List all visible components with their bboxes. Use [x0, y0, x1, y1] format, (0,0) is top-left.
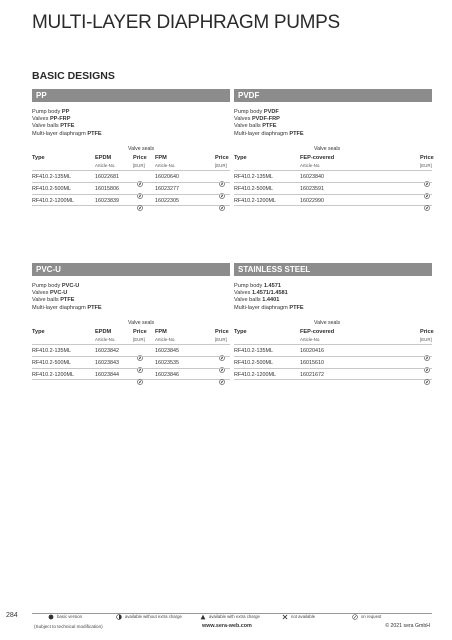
- price-cell: [219, 372, 225, 378]
- price-cell: [424, 372, 430, 378]
- table-row: [32, 194, 230, 206]
- card-header: STAINLESS STEEL: [234, 263, 432, 276]
- spec-list: [32, 283, 230, 312]
- table-row: [234, 356, 432, 368]
- spec-line: [32, 109, 230, 116]
- card-header: PP: [32, 89, 230, 102]
- valve-seals-label: Valve seals: [314, 320, 341, 326]
- triangle-icon: [200, 614, 206, 620]
- article-number-cell: 16023535: [155, 360, 179, 366]
- price-cell: [219, 174, 225, 180]
- column-header: FEP-covered: [300, 329, 335, 335]
- spec-value: PTFE: [87, 304, 102, 311]
- price-cell: [137, 372, 143, 378]
- spec-value: PVDF-FRP: [251, 116, 280, 123]
- article-number-cell: 16023839: [95, 198, 119, 204]
- type-cell: RF410.2-135ML: [32, 348, 71, 354]
- product-card: [32, 89, 230, 204]
- spec-line: [234, 109, 432, 116]
- spec-value: PTFE: [289, 304, 304, 311]
- spec-label: Valves: [32, 290, 49, 297]
- table-row: [234, 182, 432, 194]
- type-cell: RF410.2-135ML: [234, 174, 273, 180]
- table-row: [32, 356, 230, 368]
- article-number-cell: 16021672: [300, 372, 324, 378]
- product-card: [234, 89, 434, 204]
- legend-item: [200, 614, 260, 620]
- article-number-cell: 16015806: [95, 186, 119, 192]
- spec-list: [32, 109, 230, 138]
- column-subheader: [EUR]: [420, 163, 432, 168]
- column-subheader: Article-No.: [155, 337, 176, 342]
- type-cell: RF410.2-500ML: [234, 360, 273, 366]
- spec-line: [234, 305, 432, 312]
- spec-label: Multi-layer diaphragm: [32, 304, 86, 311]
- table-row: [234, 194, 432, 206]
- article-number-cell: 16020640: [155, 174, 179, 180]
- section-heading: BASIC DESIGNS: [32, 70, 115, 82]
- column-header: Price: [420, 329, 434, 335]
- price-cell: [424, 360, 430, 366]
- valve-seals-label: Valve seals: [128, 320, 155, 326]
- spec-value: PVC-U: [61, 283, 80, 289]
- table-row: [32, 368, 230, 380]
- price-on-request-icon: [219, 379, 225, 385]
- column-header: FPM: [155, 155, 167, 161]
- type-cell: RF410.2-500ML: [32, 360, 71, 366]
- spec-label: Valve balls: [32, 123, 59, 130]
- spec-value: PTFE: [262, 123, 277, 130]
- spec-line: [32, 297, 230, 304]
- spec-line: [32, 290, 230, 297]
- spec-line: [32, 305, 230, 312]
- table-row: [32, 344, 230, 356]
- price-cell: [137, 186, 143, 192]
- column-header: FEP-covered: [300, 155, 335, 161]
- article-number-cell: 16023277: [155, 186, 179, 192]
- legend-label: basic version: [57, 614, 83, 620]
- column-subheader: [EUR]: [215, 337, 227, 342]
- article-number-cell: 16023842: [95, 348, 119, 354]
- filled-circle-icon: [48, 614, 54, 620]
- legend-item: [282, 614, 315, 620]
- article-number-cell: 16022990: [300, 198, 324, 204]
- spec-value: PP-FRP: [49, 116, 71, 123]
- price-cell: [219, 360, 225, 366]
- column-header: Price: [215, 155, 229, 161]
- spec-value: 1.4571: [263, 283, 281, 289]
- price-cell: [219, 348, 225, 354]
- spec-value: PVDF: [263, 109, 279, 115]
- spec-label: Multi-layer diaphragm: [234, 130, 288, 137]
- spec-line: [32, 131, 230, 138]
- spec-value: PTFE: [60, 123, 75, 130]
- spec-list: [234, 109, 432, 138]
- valve-seals-label: Valve seals: [128, 146, 155, 152]
- product-card: [32, 263, 230, 378]
- column-header: Price: [133, 329, 147, 335]
- price-on-request-icon: [137, 379, 143, 385]
- type-cell: RF410.2-500ML: [234, 186, 273, 192]
- spec-label: Valves: [32, 116, 49, 123]
- type-cell: RF410.2-1200ML: [32, 198, 74, 204]
- table-row: [32, 170, 230, 182]
- column-header: Price: [133, 155, 147, 161]
- price-on-request-icon: [219, 205, 225, 211]
- spec-label: Pump body: [32, 283, 61, 289]
- spec-value: PTFE: [60, 297, 75, 304]
- spec-value: PVC-U: [49, 290, 68, 297]
- legend-item: [352, 614, 381, 620]
- column-subheader: [EUR]: [420, 337, 432, 342]
- spec-value: PTFE: [289, 130, 304, 137]
- type-cell: RF410.2-135ML: [234, 348, 273, 354]
- spec-line: [234, 297, 432, 304]
- footer-note: (Subject to technical modification): [34, 624, 103, 629]
- card-header: PVC-U: [32, 263, 230, 276]
- page-title: MULTI-LAYER DIAPHRAGM PUMPS: [32, 12, 340, 33]
- table-row: [234, 344, 432, 356]
- table-row: [32, 182, 230, 194]
- cross-icon: [282, 614, 288, 620]
- spec-label: Valve balls: [234, 123, 261, 130]
- spec-line: [32, 123, 230, 130]
- column-subheader: Article-No.: [300, 163, 321, 168]
- price-on-request-icon: [352, 614, 358, 620]
- article-number-cell: 16023591: [300, 186, 324, 192]
- column-subheader: Article-No.: [95, 163, 116, 168]
- column-header: Type: [234, 329, 247, 335]
- price-cell: [137, 198, 143, 204]
- spec-label: Multi-layer diaphragm: [32, 130, 86, 137]
- spec-label: Valves: [234, 116, 251, 123]
- spec-line: [234, 131, 432, 138]
- spec-value: 1.4401: [262, 297, 280, 304]
- price-cell: [424, 174, 430, 180]
- price-on-request-icon: [424, 379, 430, 385]
- type-cell: RF410.2-135ML: [32, 174, 71, 180]
- price-cell: [424, 198, 430, 204]
- column-header: EPDM: [95, 155, 112, 161]
- column-header: FPM: [155, 329, 167, 335]
- spec-label: Pump body: [234, 109, 263, 115]
- column-subheader: Article-No.: [300, 337, 321, 342]
- legend-label: not available: [291, 614, 316, 620]
- column-header: Type: [32, 329, 45, 335]
- spec-line: [32, 283, 230, 290]
- column-subheader: Article-No.: [95, 337, 116, 342]
- footer-url[interactable]: www.sera-web.com: [202, 623, 252, 629]
- legend-item: [48, 614, 82, 620]
- table-row: [234, 368, 432, 380]
- spec-line: [234, 123, 432, 130]
- price-cell: [424, 186, 430, 192]
- product-card: [234, 263, 434, 378]
- article-number-cell: 16023846: [155, 372, 179, 378]
- column-header: Type: [32, 155, 45, 161]
- column-header: Price: [215, 329, 229, 335]
- legend-label: available with extra charge: [209, 614, 260, 620]
- price-cell: [137, 174, 143, 180]
- price-cell: [219, 186, 225, 192]
- column-header: EPDM: [95, 329, 112, 335]
- price-on-request-icon: [137, 205, 143, 211]
- spec-value: 1.4571/1.4581: [251, 290, 288, 297]
- card-header: PVDF: [234, 89, 432, 102]
- article-number-cell: 16023844: [95, 372, 119, 378]
- spec-line: [234, 290, 432, 297]
- half-circle-icon: [116, 614, 122, 620]
- article-number-cell: 16023843: [95, 360, 119, 366]
- article-number-cell: 16022681: [95, 174, 119, 180]
- article-number-cell: 16015610: [300, 360, 324, 366]
- price-cell: [137, 360, 143, 366]
- type-cell: RF410.2-1200ML: [234, 372, 276, 378]
- table-row: [234, 170, 432, 182]
- valve-seals-label: Valve seals: [314, 146, 341, 152]
- column-subheader: [EUR]: [133, 337, 145, 342]
- column-header: Price: [420, 155, 434, 161]
- price-on-request-icon: [424, 205, 430, 211]
- spec-label: Valve balls: [234, 297, 261, 304]
- spec-list: [234, 283, 432, 312]
- type-cell: RF410.2-500ML: [32, 186, 71, 192]
- spec-label: Pump body: [234, 283, 263, 289]
- spec-value: PP: [61, 109, 70, 115]
- type-cell: RF410.2-1200ML: [32, 372, 74, 378]
- column-subheader: Article-No.: [155, 163, 176, 168]
- price-cell: [424, 348, 430, 354]
- footer-copyright: © 2021 sera GmbH: [385, 623, 430, 629]
- page-number: 284: [6, 612, 18, 619]
- legend-label: on request: [361, 614, 382, 620]
- article-number-cell: 16020416: [300, 348, 324, 354]
- spec-line: [32, 116, 230, 123]
- price-cell: [219, 198, 225, 204]
- article-number-cell: 16022305: [155, 198, 179, 204]
- legend-item: [116, 614, 182, 620]
- column-subheader: [EUR]: [215, 163, 227, 168]
- spec-label: Pump body: [32, 109, 61, 115]
- spec-line: [234, 116, 432, 123]
- price-cell: [137, 348, 143, 354]
- spec-label: Valve balls: [32, 297, 59, 304]
- type-cell: RF410.2-1200ML: [234, 198, 276, 204]
- spec-label: Valves: [234, 290, 251, 297]
- column-subheader: [EUR]: [133, 163, 145, 168]
- legend-label: available without extra charge: [125, 614, 182, 620]
- spec-line: [234, 283, 432, 290]
- column-header: Type: [234, 155, 247, 161]
- article-number-cell: 16023845: [155, 348, 179, 354]
- spec-value: PTFE: [87, 130, 102, 137]
- article-number-cell: 16023840: [300, 174, 324, 180]
- spec-label: Multi-layer diaphragm: [234, 304, 288, 311]
